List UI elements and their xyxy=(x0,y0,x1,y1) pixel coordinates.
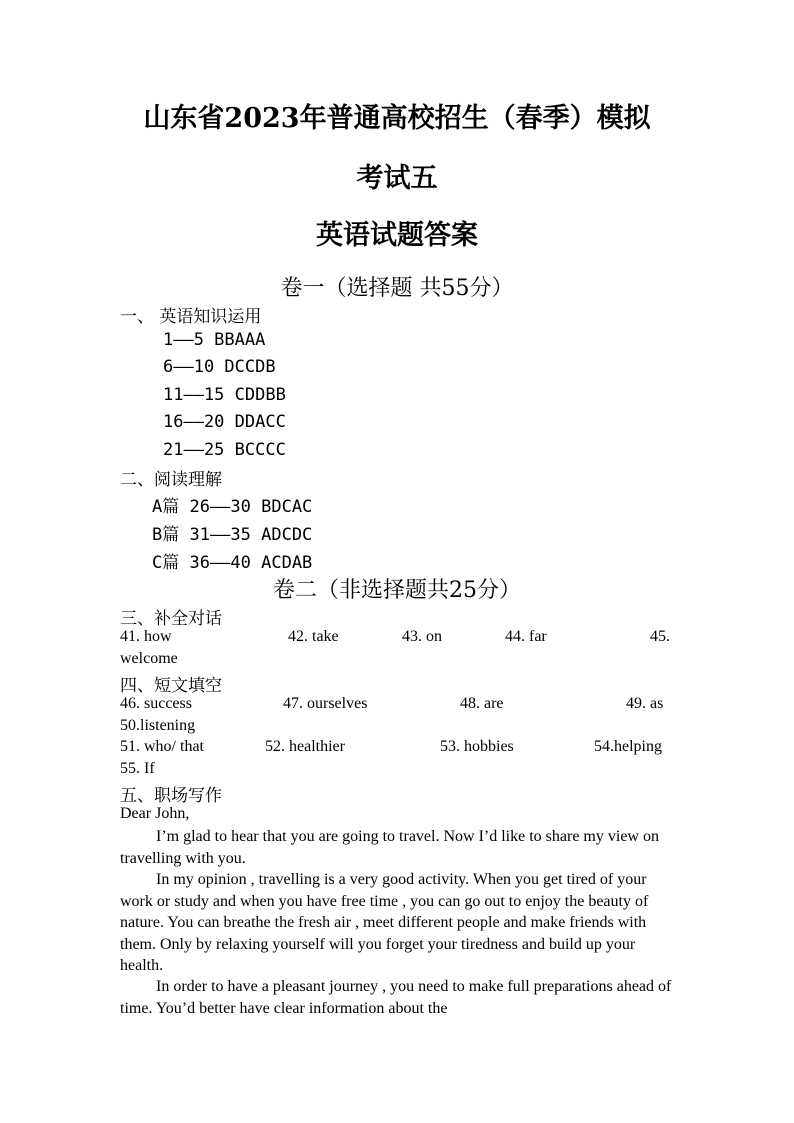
sec2-answer-b: B篇 31——35 ADCDC xyxy=(152,525,313,545)
sec4-item-52: 52. healthier xyxy=(265,738,345,755)
sec1-heading: 一、 英语知识运用 xyxy=(120,307,262,327)
sec4-item-54: 54.helping xyxy=(594,738,662,755)
letter-paragraph-1: I’m glad to hear that you are going to travel. Now I’d like to share my view on travelling with you. xyxy=(120,828,659,867)
sec3-item-44: 44. far xyxy=(505,628,547,645)
sec3-item-43: 43. on xyxy=(402,628,442,645)
letter-paragraph-3: In order to have a pleasant journey , you need to make full preparations ahead of time. You’d better have clear information about the xyxy=(120,978,672,1017)
part2-title: 卷二（非选择题共25分） xyxy=(273,578,521,603)
sec2-heading: 二、阅读理解 xyxy=(120,470,222,490)
sec1-answer-3: 11——15 CDDBB xyxy=(163,385,286,405)
letter-greeting: Dear John, xyxy=(120,805,190,822)
sec4-item-55: 55. If xyxy=(120,760,155,777)
sec2-answer-a: A篇 26——30 BDCAC xyxy=(152,497,313,517)
doc-title-line3: 英语试题答案 xyxy=(316,220,478,251)
sec3-item-41: 41. how xyxy=(120,628,172,645)
sec2-answer-c: C篇 36——40 ACDAB xyxy=(152,553,313,573)
doc-title-line2: 考试五 xyxy=(356,163,438,194)
sec3-item-45: 45. xyxy=(650,628,670,645)
sec1-answer-4: 16——20 DDACC xyxy=(163,412,286,432)
sec3-item-45-answer: welcome xyxy=(120,650,178,667)
sec3-item-42: 42. take xyxy=(288,628,339,645)
sec1-answer-5: 21——25 BCCCC xyxy=(163,440,286,460)
sec3-heading: 三、补全对话 xyxy=(120,609,222,629)
sec4-item-47: 47. ourselves xyxy=(283,695,368,712)
sec1-answer-1: 1——5 BBAAA xyxy=(163,330,266,350)
sec1-answer-2: 6——10 DCCDB xyxy=(163,357,276,377)
sec4-item-50: 50.listening xyxy=(120,717,196,734)
sec4-item-51: 51. who/ that xyxy=(120,738,204,755)
letter-paragraph-2: In my opinion , travelling is a very good activity. When you get tired of your work or study and when you have free time , you can go out to enjoy the beauty of nature. You can breathe the fresh air , meet different people and make friends with them. Only by relaxing yourself will you forget your tiredness and build up your health. xyxy=(120,871,649,974)
sec4-item-53: 53. hobbies xyxy=(440,738,514,755)
sec4-heading: 四、短文填空 xyxy=(120,676,222,696)
part1-title: 卷一（选择题 共55分） xyxy=(280,276,514,301)
sec4-item-48: 48. are xyxy=(460,695,504,712)
sec4-item-46: 46. success xyxy=(120,695,192,712)
doc-title-line1: 山东省2023年普通高校招生（春季）模拟 xyxy=(143,103,651,134)
sec5-heading: 五、职场写作 xyxy=(120,786,222,806)
sec4-item-49: 49. as xyxy=(626,695,664,712)
